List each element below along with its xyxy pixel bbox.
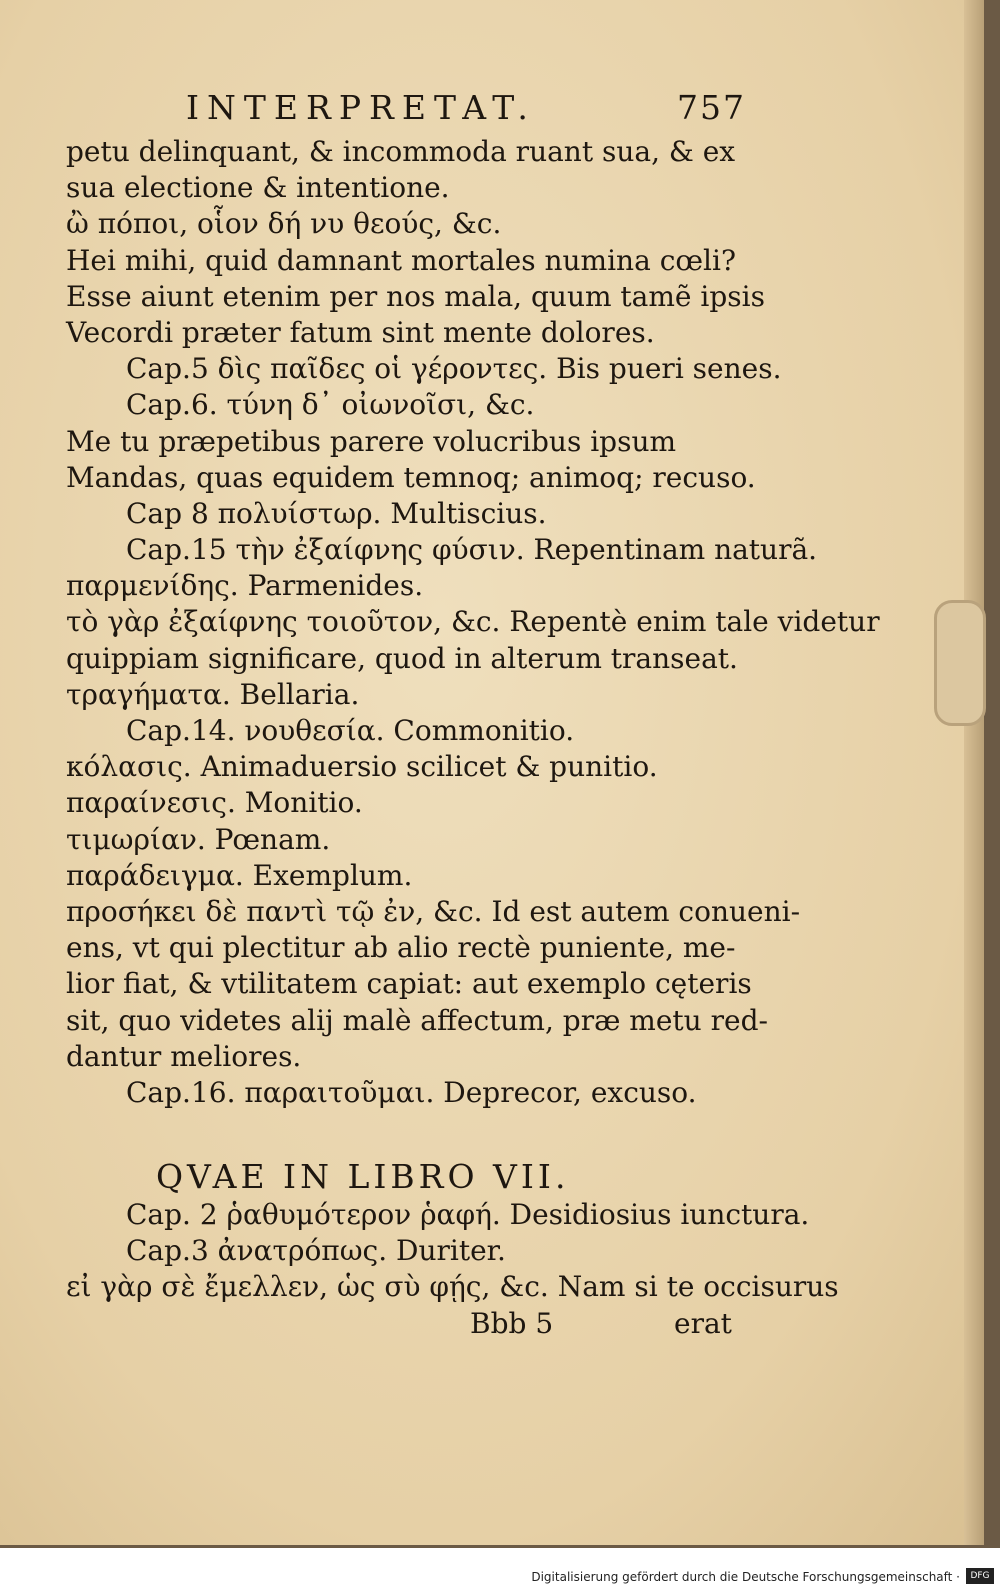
text-line: dantur meliores.	[66, 1039, 302, 1073]
text-line: petu delinquant, & incommoda ruant sua, & ex	[66, 135, 736, 168]
catchword: erat	[674, 1306, 732, 1340]
text-line: Cap 8 πολυίστωρ. Multiscius.	[126, 496, 547, 530]
dfg-logo: DFG	[966, 1568, 994, 1584]
text-line: κόλασις. Animaduersio scilicet & punitio.	[66, 750, 658, 784]
text-line: sua electione & intentione.	[66, 171, 450, 205]
text-line: sit, quo videtes alij malè affectum, præ metu red-	[66, 1003, 768, 1037]
section-title: QVAE IN LIBRO VII.	[156, 1157, 570, 1197]
text-line: Cap.5 δὶς παῖδες οἱ γέροντες. Bis pueri senes.	[126, 352, 782, 386]
text-line: Me tu præpetibus parere volucribus ipsum	[66, 424, 677, 458]
text-line: παραίνεσις. Monitio.	[66, 786, 363, 820]
text-line: εἰ γὰρ σὲ ἔμελλεν, ὡς σὺ φῄς, &c. Nam si te occisurus	[66, 1270, 839, 1304]
text-line: τραγήματα. Bellaria.	[66, 677, 360, 711]
clasp	[934, 600, 986, 726]
text-line: Vecordi præter fatum sint mente dolores.	[66, 315, 655, 349]
text-line: Cap.16. παραιτοῦμαι. Deprecor, excuso.	[126, 1075, 697, 1109]
text-line: Esse aiunt etenim per nos mala, quum tamẽ ipsis	[66, 279, 765, 313]
text-line: ὢ πόποι, οἷον δή νυ θεούς, &c.	[66, 207, 502, 241]
text-line: Cap. 2 ῥαθυμότερον ῥαφή. Desidiosius iunctura.	[126, 1198, 810, 1232]
text-line: παρμενίδης. Parmenides.	[66, 569, 424, 603]
page-edge	[964, 0, 984, 1545]
text-line: lior fiat, & vtilitatem capiat: aut exemplo cęteris	[66, 967, 752, 1001]
section-gap	[66, 1111, 756, 1157]
text-line: Cap.6. τύνη δ᾽ οἰωνοῖσι, &c.	[126, 388, 535, 422]
text-line: Cap.14. νουθεσία. Commonitio.	[126, 714, 575, 747]
digitization-footer	[0, 1548, 1000, 1594]
text-line: τὸ γὰρ ἐξαίφνης τοιοῦτον, &c. Repentè enim tale videtur	[66, 605, 880, 639]
text-line: προσήκει δὲ παντὶ τῷ ἐν, &c. Id est autem conueni-	[66, 894, 801, 928]
text-lines	[66, 134, 880, 1111]
text-line: Cap.15 τὴν ἐξαίφνης φύσιν. Repentinam naturã.	[126, 533, 818, 567]
funding-credit: Digitalisierung gefördert durch die Deutsche Forschungsgemeinschaft ·	[531, 1570, 960, 1584]
text-line: παράδειγμα. Exemplum.	[66, 858, 413, 892]
signature-line	[66, 1306, 756, 1342]
text-line: ens, vt qui plectitur ab alio rectè puniente, me-	[66, 931, 736, 965]
signature-mark: Bbb 5	[470, 1306, 554, 1340]
running-header	[186, 88, 746, 127]
text-lines-2	[66, 1197, 839, 1306]
running-title: INTERPRETAT.	[186, 88, 536, 127]
text-line: Hei mihi, quid damnant mortales numina cœli?	[66, 243, 736, 277]
text-line: Mandas, quas equidem temnoq; animoq; recuso.	[66, 460, 756, 494]
text-line: τιμωρίαν. Pœnam.	[66, 822, 331, 856]
text-block	[66, 134, 880, 1342]
text-line: Cap.3 ἀνατρόπως. Duriter.	[126, 1234, 506, 1268]
page-number: 757	[677, 88, 746, 127]
text-line: quippiam significare, quod in alterum transeat.	[66, 641, 738, 675]
